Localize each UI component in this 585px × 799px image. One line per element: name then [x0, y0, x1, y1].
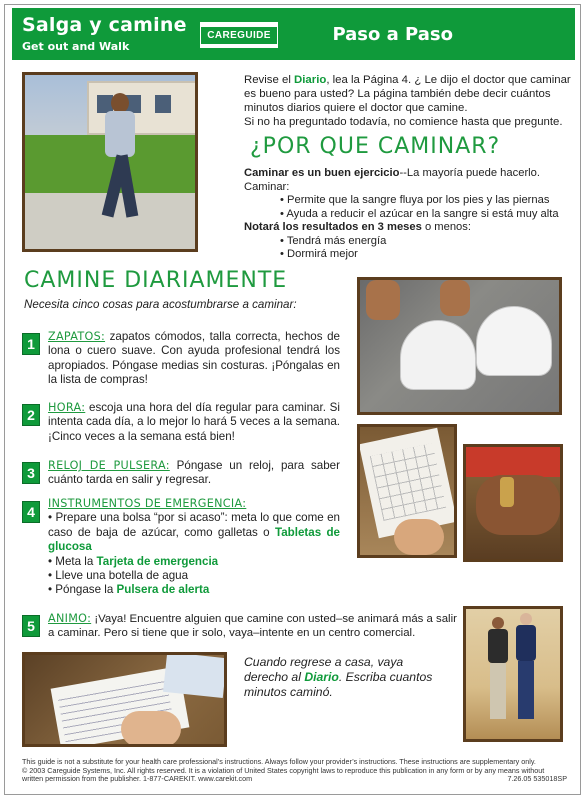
diario-link: Diario [304, 670, 339, 684]
why-walk-section: Caminar es un buen ejercicio--La mayoría puede hacerlo. Caminar: • Permite que la sangre fluya por los pies y las piernas • Ayuda a reducir el azúcar en la sangre si está muy alta Notará los resultados en 3 meses o menos: • Tendrá más energía • Dormirá mejor [244, 167, 574, 262]
intro-paragraph: Revise el Diario, lea la Página 4. ¿ Le dijo el doctor que caminar es bueno para usted? La página también debe decir cuántos minutos diarios quiere el doctor que camine. Si no ha preguntado todavía, no comience hasta que pregunte. [244, 74, 571, 128]
why-walk-heading: ¿POR QUE CAMINAR? [250, 134, 501, 159]
walk-daily-heading: CAMINE DIARIAMENTE [24, 268, 288, 293]
benefit-item: • Ayuda a reducir el azúcar en la sangre si está muy alta [280, 207, 559, 220]
result-item: • Tendrá más energía [280, 234, 387, 247]
step-number-5: 5 [22, 615, 40, 637]
item-motivation: ANIMO: ¡Vaya! Encuentre alguien que camine con usted–se animará más a salir a caminar. Pero si tiene que ir solo, vaya–intente en un centro comercial. [48, 612, 457, 640]
header-bar [12, 8, 575, 60]
step-number-1: 1 [22, 333, 40, 355]
item-emergency: INSTRUMENTOS DE EMERGENCIA: • Prepare una bolsa “por si acaso”: meta lo que come en caso de baja de azúcar, como galletas o Tabletas de glucosa • Meta la Tarjeta de emergencia • Lleve una botella de agua • Póngase la Pulsera de alerta [48, 497, 341, 597]
careguide-logo: CAREGUIDE [200, 22, 278, 48]
item-time: HORA: escoja una hora del día regular para caminar. Si intenta cada día, a lo mejor lo hará 5 veces a la semana. ¡Cinco veces a la semana está bien! [48, 401, 340, 443]
writing-diary-photo [22, 652, 227, 747]
item-shoes: ZAPATOS: zapatos cómodos, talla correcta, hechos de lona o cuero suave. Con ayuda profesional tendrá los apropiados. Póngase medias sin costuras. ¡Póngalas en la lista de compras! [48, 330, 340, 387]
couple-walking-photo [463, 606, 563, 742]
step-number-3: 3 [22, 462, 40, 484]
result-item: • Dormirá mejor [280, 248, 358, 260]
step-title: Paso a Paso [332, 24, 453, 45]
man-walking-photo [22, 72, 198, 252]
diario-link: Diario [294, 74, 327, 86]
step-number-4: 4 [22, 501, 40, 523]
benefit-item: • Permite que la sangre fluya por los pies y las piernas [280, 194, 550, 206]
footer-disclaimer: This guide is not a substitute for your health care professional’s instructions. Always follow your provider’s instructions. These instructions are supplementary only. © 2003 Careguide Systems, Inc. All rights reserved. It is a violation of United States copyright laws to reproduce this publication in any form or by any means without written permission from the publisher. 1-877-CAREKIT. www.carekit.com 7.26.05 535018SP [22, 757, 567, 784]
shoes-photo [357, 277, 562, 415]
item-wristwatch: RELOJ DE PULSERA: Póngase un reloj, para saber cuánto tarda en salir y regresar. [48, 459, 340, 487]
wristwatch-photo [463, 444, 563, 562]
back-home-note: Cuando regrese a casa, vaya derecho al Diario. Escriba cuantos minutos caminó. [244, 655, 433, 699]
title-english: Get out and Walk [22, 40, 130, 53]
calendar-photo [357, 424, 457, 558]
title-spanish: Salga y camine [22, 14, 187, 36]
walk-daily-lead: Necesita cinco cosas para acostumbrarse a caminar: [24, 298, 297, 311]
document-code: 7.26.05 535018SP [507, 774, 567, 783]
step-number-2: 2 [22, 404, 40, 426]
